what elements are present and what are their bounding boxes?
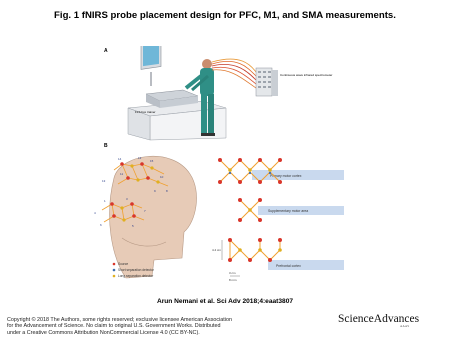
head-number: 7: [144, 209, 146, 213]
legend-source-marker: [113, 263, 116, 266]
panel-b-label: B: [104, 143, 108, 149]
scale-label-44: 4.4 cm: [212, 248, 222, 252]
head-number: 12: [138, 156, 142, 160]
head-number: 13: [102, 179, 106, 183]
journal-name: ScienceAdvances: [338, 313, 420, 325]
citation: Arun Nemani et al. Sci Adv 2018;4:eaat3807: [156, 298, 294, 305]
pfc-links: [230, 240, 280, 260]
spectrometer-label: Continuous wave infrared spectrometer: [280, 73, 333, 77]
infrared-spectrometer: [256, 68, 332, 96]
copyright-notice: [7, 317, 307, 336]
head-number: 1: [104, 199, 106, 203]
region-m1-label: Primary motor cortex: [270, 174, 302, 178]
head-number: 10: [160, 175, 164, 179]
journal-logo: [338, 313, 443, 328]
head-illustration: [92, 148, 212, 288]
head-number: 15: [150, 159, 154, 163]
copyright-line: Copyright © 2018 The Authors, some rights reserved; exclusive licensee American Association: [7, 317, 232, 323]
legend-long-marker: [113, 275, 116, 278]
head-number: 5: [132, 224, 134, 228]
trainer-label: FLS box trainer: [135, 110, 156, 114]
head-number: 6: [100, 223, 102, 227]
panel-a-illustration: [108, 46, 358, 141]
copyright-line: under a Creative Commons Attribution NonCommercial License 4.0 (CC BY-NC).: [7, 329, 200, 336]
publisher-mark: AAAS: [400, 324, 410, 328]
scale-label-8: 8 mm: [229, 278, 237, 282]
head-number: 14: [118, 157, 122, 161]
legend-short: Short separation detector: [118, 268, 154, 272]
head-number: 4: [94, 211, 96, 215]
head-number: 3: [126, 197, 128, 201]
monitor: [141, 46, 161, 86]
probe-layout-diagram: [212, 152, 347, 292]
region-sma-label: Supplementary motor area: [268, 209, 309, 213]
figure-title: Fig. 1 fNIRS probe placement design for PFC, M1, and SMA measurements.: [54, 10, 396, 21]
legend-short-marker: [113, 269, 116, 272]
optical-fibers: [212, 59, 256, 88]
head-number: 11: [120, 172, 124, 176]
scale-label-3: 3 cm: [229, 271, 236, 275]
legend-long: Long separation detector: [118, 274, 154, 278]
legend-source: Source: [118, 262, 129, 266]
copyright-line: for the Advancement of Science. No claim to original U.S. Government Works. Distributed: [7, 323, 221, 330]
panel-a-label: A: [104, 48, 108, 54]
head-number: 8: [166, 189, 168, 193]
region-pfc-label: Prefrontal cortex: [276, 264, 301, 268]
head-number: 9: [154, 189, 156, 193]
